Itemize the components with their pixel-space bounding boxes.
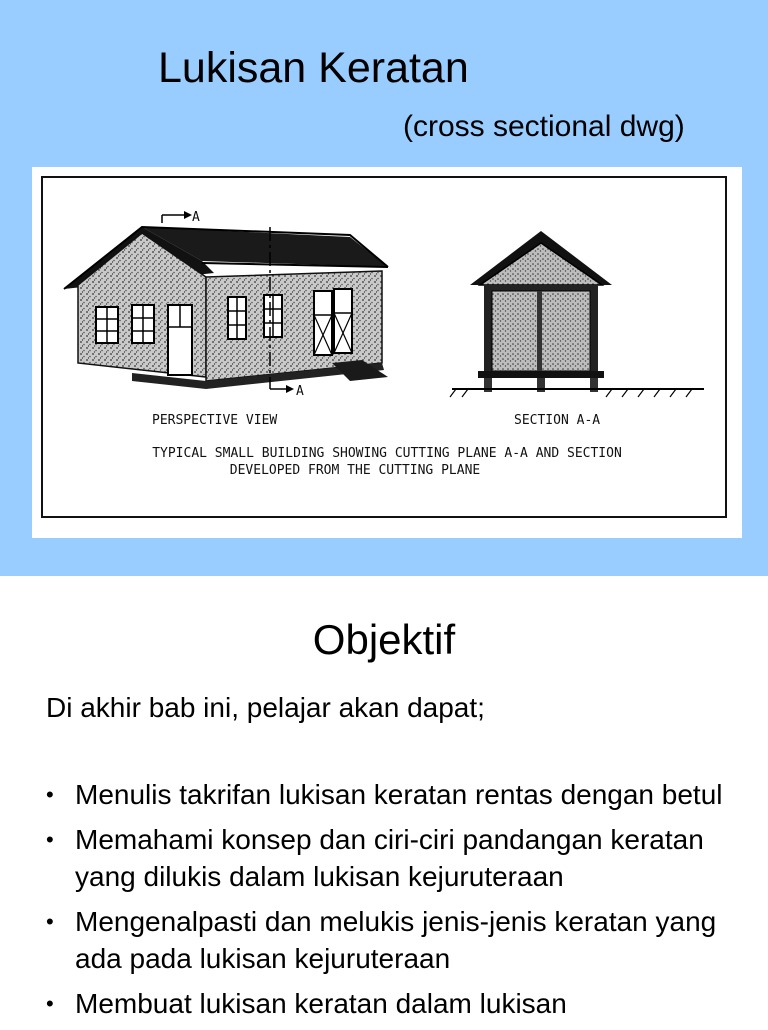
objectives-heading: Objektif: [312, 616, 456, 663]
list-item-text: Membuat lukisan keratan dalam lukisan: [75, 988, 567, 1019]
list-item: [46, 821, 736, 895]
list-item: [46, 776, 736, 813]
slide-title: Lukisan Keratan: [158, 44, 469, 92]
bullet-icon: •: [46, 827, 54, 852]
marker-a-top: A: [192, 210, 200, 225]
objectives-list: [46, 776, 736, 1030]
figure-caption-line-1: TYPICAL SMALL BUILDING SHOWING CUTTING PLANE A-A AND SECTION: [152, 446, 622, 461]
slide-subtitle: (cross sectional dwg): [403, 110, 685, 143]
bullet-icon: •: [46, 909, 54, 934]
objectives-intro: Di akhir bab ini, pelajar akan dapat;: [46, 692, 485, 723]
label-perspective-view: PERSPECTIVE VIEW: [152, 413, 278, 428]
figure-caption-line-2: DEVELOPED FROM THE CUTTING PLANE: [229, 463, 481, 478]
bullet-icon: •: [46, 782, 54, 807]
slide-objectives-panel: [0, 576, 768, 1024]
list-item-text: Mengenalpasti dan melukis jenis-jenis keratan yang ada pada lukisan kejuruteraan: [75, 906, 717, 974]
bullet-icon: •: [46, 991, 54, 1016]
list-item: [46, 903, 736, 977]
list-item-text: Menulis takrifan lukisan keratan rentas dengan betul: [75, 779, 723, 810]
list-item: [46, 985, 736, 1022]
label-section-a-a: SECTION A-A: [514, 413, 601, 428]
list-item-text: Memahami konsep dan ciri-ciri pandangan keratan yang dilukis dalam lukisan kejuruteraan: [75, 824, 704, 892]
cross-section-figure: [32, 167, 742, 538]
marker-a-bottom: A: [296, 384, 304, 399]
building-drawing: [32, 167, 742, 538]
